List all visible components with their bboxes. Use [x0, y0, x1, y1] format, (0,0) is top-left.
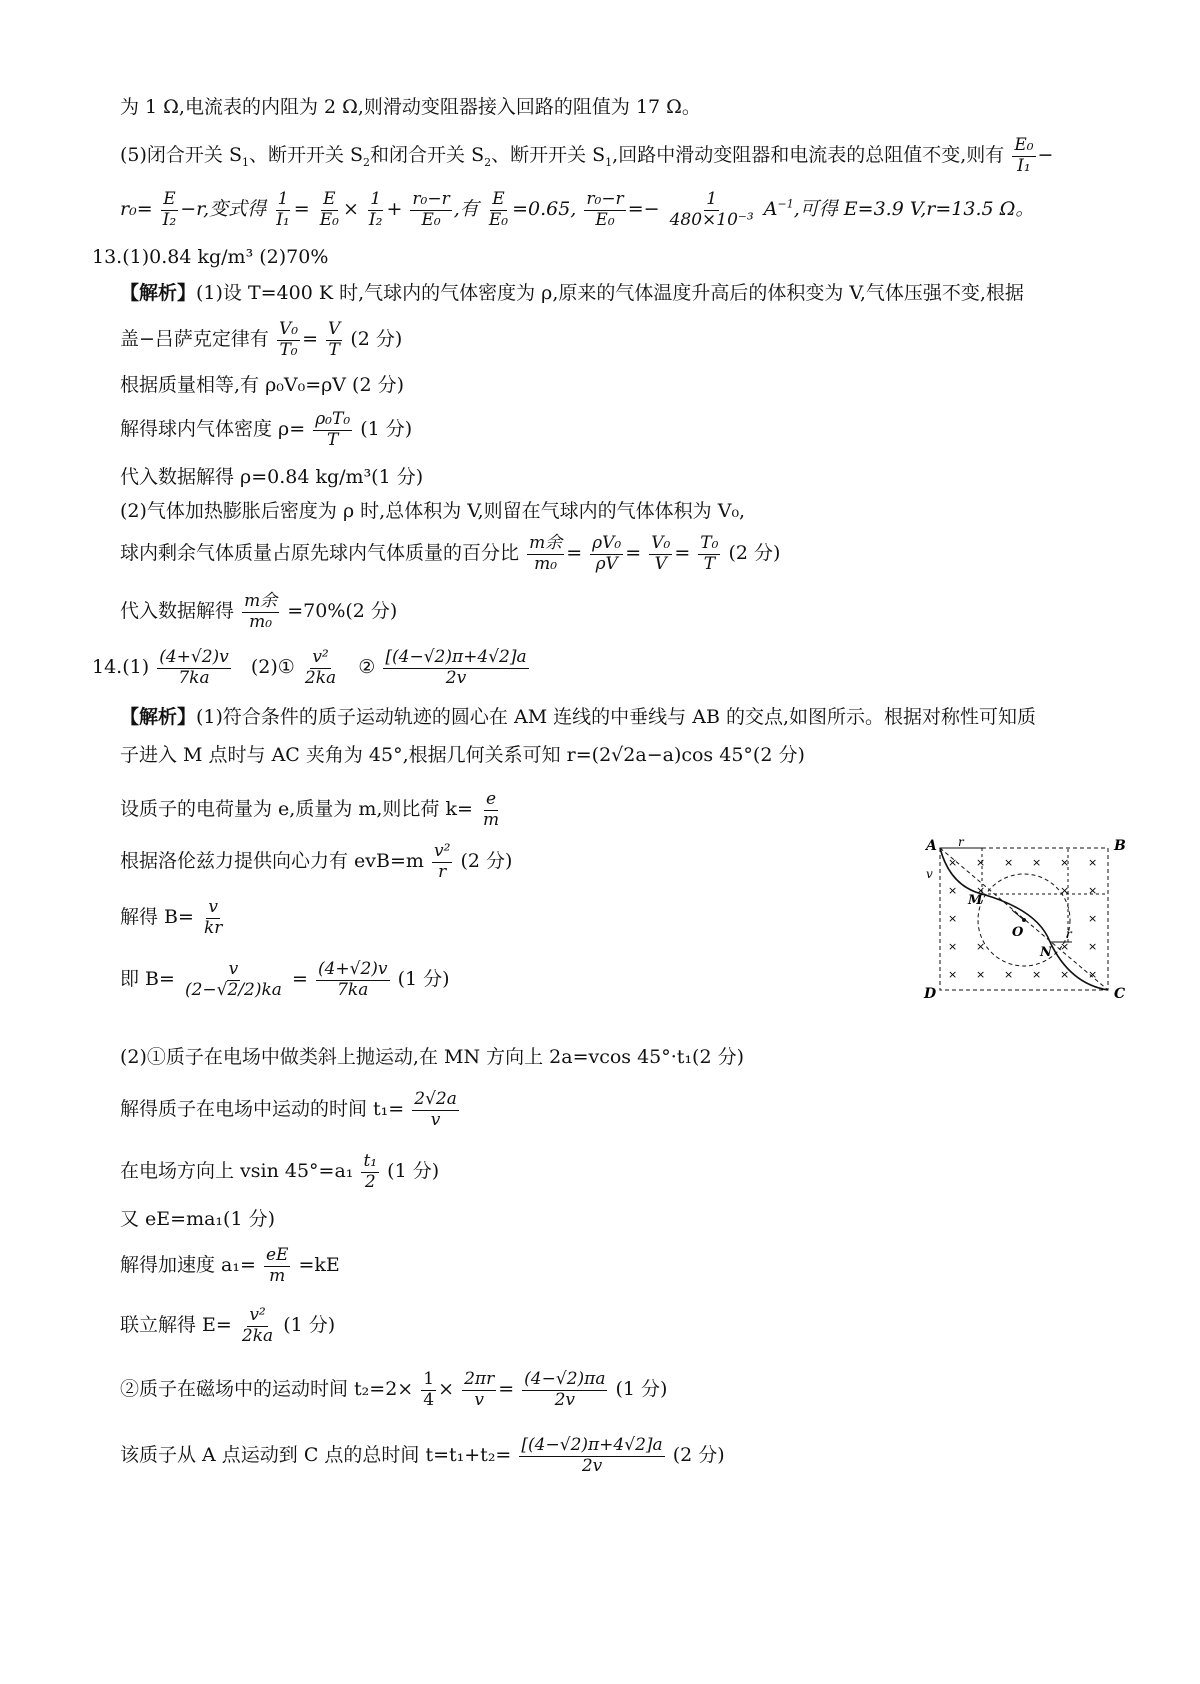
label-r-top: r	[958, 838, 964, 849]
p14-analysis-line-1: 【解析】(1)符合条件的质子运动轨迹的圆心在 AM 连线的中垂线与 AB 的交点,如图所示。根据对称性可知质	[120, 706, 1036, 728]
label-c: C	[1114, 986, 1126, 1002]
p12-line-3: r₀= $\frac{E}{\text{I₂}}$ −r,变式得 $\frac{1}{\text{I₁}}$ = $\frac{E}{\text{E₀}}$ × $\frac{1}{\text{I₂}}$ + $\frac{\text{r₀−r}}{\text{E₀}}$ ,有 $\frac{E}{\text{E₀}}$ =0.65, $\frac{\text{r₀−r}}{\text{E₀}}$ =− $\frac{1}{\text{480×10⁻³}}$ $A^{-1}$,可得 E=3.9 V,r=13.5 Ω。	[120, 189, 1035, 230]
p14-analysis-line-13: ②质子在磁场中的运动时间 t₂=2× $\frac{1}{4}$ × $\frac{2\pi r}{v}$ = $\frac{(4-√2)\pi a}{2v}$ (1 分)	[120, 1369, 668, 1410]
p13-analysis-line-4: 解得球内气体密度 ρ= $\frac{\text{ρ₀T₀}}{T}$ (1 分)	[120, 409, 413, 450]
label-b: B	[1114, 838, 1126, 854]
field-cross-mark: ×	[1060, 940, 1070, 953]
field-cross-mark: ×	[1088, 912, 1098, 925]
label-r-right: r	[1066, 927, 1072, 941]
label-n: N	[1040, 945, 1052, 960]
field-cross-mark: ×	[948, 884, 958, 897]
p13-answer: 13.(1)0.84 kg/m³ (2)70%	[92, 246, 329, 268]
p13-analysis-line-8: 代入数据解得 m余 m₀ =70%(2 分)	[120, 591, 398, 632]
p14-analysis-line-3: 设质子的电荷量为 e,质量为 m,则比荷 k= $\frac{e}{m}$	[120, 789, 500, 830]
center-o-dot	[1022, 918, 1026, 922]
field-cross-mark: ×	[948, 968, 958, 981]
label-v: v	[926, 867, 933, 881]
label-o: O	[1012, 925, 1024, 940]
field-cross-mark: ×	[1004, 856, 1014, 869]
field-cross-mark: ×	[976, 884, 986, 897]
field-diagram	[920, 838, 1140, 1028]
field-cross-mark: ×	[948, 856, 958, 869]
p14-analysis-line-8: 解得质子在电场中运动的时间 t₁= $\frac{2√2a}{v}$	[120, 1089, 457, 1130]
field-cross-mark: ×	[1032, 856, 1042, 869]
p14-analysis-line-12: 联立解得 E= $\frac{\text{v²}}{2ka}$ (1 分)	[120, 1305, 336, 1346]
p14-analysis-line-4: 根据洛伦兹力提供向心力有 evB=m $\frac{\text{v²}}{r}$ (2 分)	[120, 841, 513, 882]
label-d: D	[924, 986, 937, 1002]
p12-line-1: 为 1 Ω,电流表的内阻为 2 Ω,则滑动变阻器接入回路的阻值为 17 Ω。	[120, 96, 701, 118]
p14-analysis-line-6: 即 B= $\frac{v}{(2-√2/2)ka}$ = $\frac{(4+√2)v}{7ka}$ (1 分)	[120, 959, 450, 1000]
field-cross-mark: ×	[1088, 884, 1098, 897]
p12-line-2: (5)闭合开关 $S_1$、断开开关 $S_2$和闭合开关 $S_2$、断开开关 $S_1$,回路中滑动变阻器和电流表的总阻值不变,则有 $\frac{\text{E₀}}{\text{I₁}}$ −	[120, 135, 1054, 176]
p13-analysis-line-3: 根据质量相等,有 ρ₀V₀=ρV (2 分)	[120, 374, 405, 396]
p14-analysis-line-9: 在电场方向上 vsin 45°=a₁ $\frac{\text{t₁}}{2}$ (1 分)	[120, 1151, 440, 1192]
field-cross-mark: ×	[1060, 856, 1070, 869]
field-cross-mark: ×	[1060, 884, 1070, 897]
field-cross-mark: ×	[976, 968, 986, 981]
p14-analysis-line-5: 解得 B= $\frac{v}{kr}$	[120, 897, 223, 938]
p13-analysis-line-6: (2)气体加热膨胀后密度为 ρ 时,总体积为 V,则留在气球内的气体体积为 V₀,	[120, 500, 746, 522]
field-cross-mark: ×	[1060, 968, 1070, 981]
p13-analysis-line-7: 球内剩余气体质量占原先球内气体质量的百分比 m余 m₀ = $\frac{\text{ρV₀}}{\rho V}$ = $\frac{\text{V₀}}{V}$ = $\frac{\text{T₀}}{T}$ (2 分)	[120, 533, 781, 574]
p14-analysis-line-7: (2)①质子在电场中做类斜上抛运动,在 MN 方向上 2a=vcos 45°·t₁(2 分)	[120, 1046, 745, 1068]
fraction-e0-i1: $\frac{\text{E₀}}{\text{I₁}}$	[1014, 135, 1034, 176]
field-cross-mark: ×	[1088, 856, 1098, 869]
p13-analysis-line-5: 代入数据解得 ρ=0.84 kg/m³(1 分)	[120, 466, 424, 488]
field-cross-mark: ×	[1004, 968, 1014, 981]
field-cross-mark: ×	[1088, 940, 1098, 953]
field-cross-mark: ×	[948, 912, 958, 925]
field-cross-mark: ×	[976, 940, 986, 953]
p14-analysis-line-14: 该质子从 A 点运动到 C 点的总时间 t=t₁+t₂= $\frac{[(4-√2)\pi+4√2]a}{2v}$ (2 分)	[120, 1435, 725, 1476]
p14-analysis-line-2: 子进入 M 点时与 AC 夹角为 45°,根据几何关系可知 r=(2√2a−a)cos 45°(2 分)	[120, 744, 805, 766]
field-cross-mark: ×	[976, 856, 986, 869]
p14-answer: 14.(1) $\frac{(4+√2)v}{7ka}$ (2)① $\frac{\text{v²}}{2ka}$ ② $\frac{[(4-√2)\pi+4√2]a}{2v}$	[92, 647, 527, 688]
field-cross-mark: ×	[1032, 968, 1042, 981]
field-cross-mark: ×	[948, 940, 958, 953]
p13-analysis-line-2: 盖−吕萨克定律有 $\frac{\text{V₀}}{\text{T₀}}$ = $\frac{V}{T}$ (2 分)	[120, 319, 403, 360]
label-m: M	[968, 893, 983, 908]
field-cross-mark: ×	[1088, 968, 1098, 981]
label-a: A	[926, 838, 937, 854]
p13-analysis-line-1: 【解析】(1)设 T=400 K 时,气球内的气体密度为 ρ,原来的气体温度升高后的体积变为 V,气体压强不变,根据	[120, 282, 1024, 304]
p14-analysis-line-10: 又 eE=ma₁(1 分)	[120, 1208, 275, 1230]
p14-analysis-line-11: 解得加速度 a₁= $\frac{eE}{m}$ =kE	[120, 1245, 340, 1286]
